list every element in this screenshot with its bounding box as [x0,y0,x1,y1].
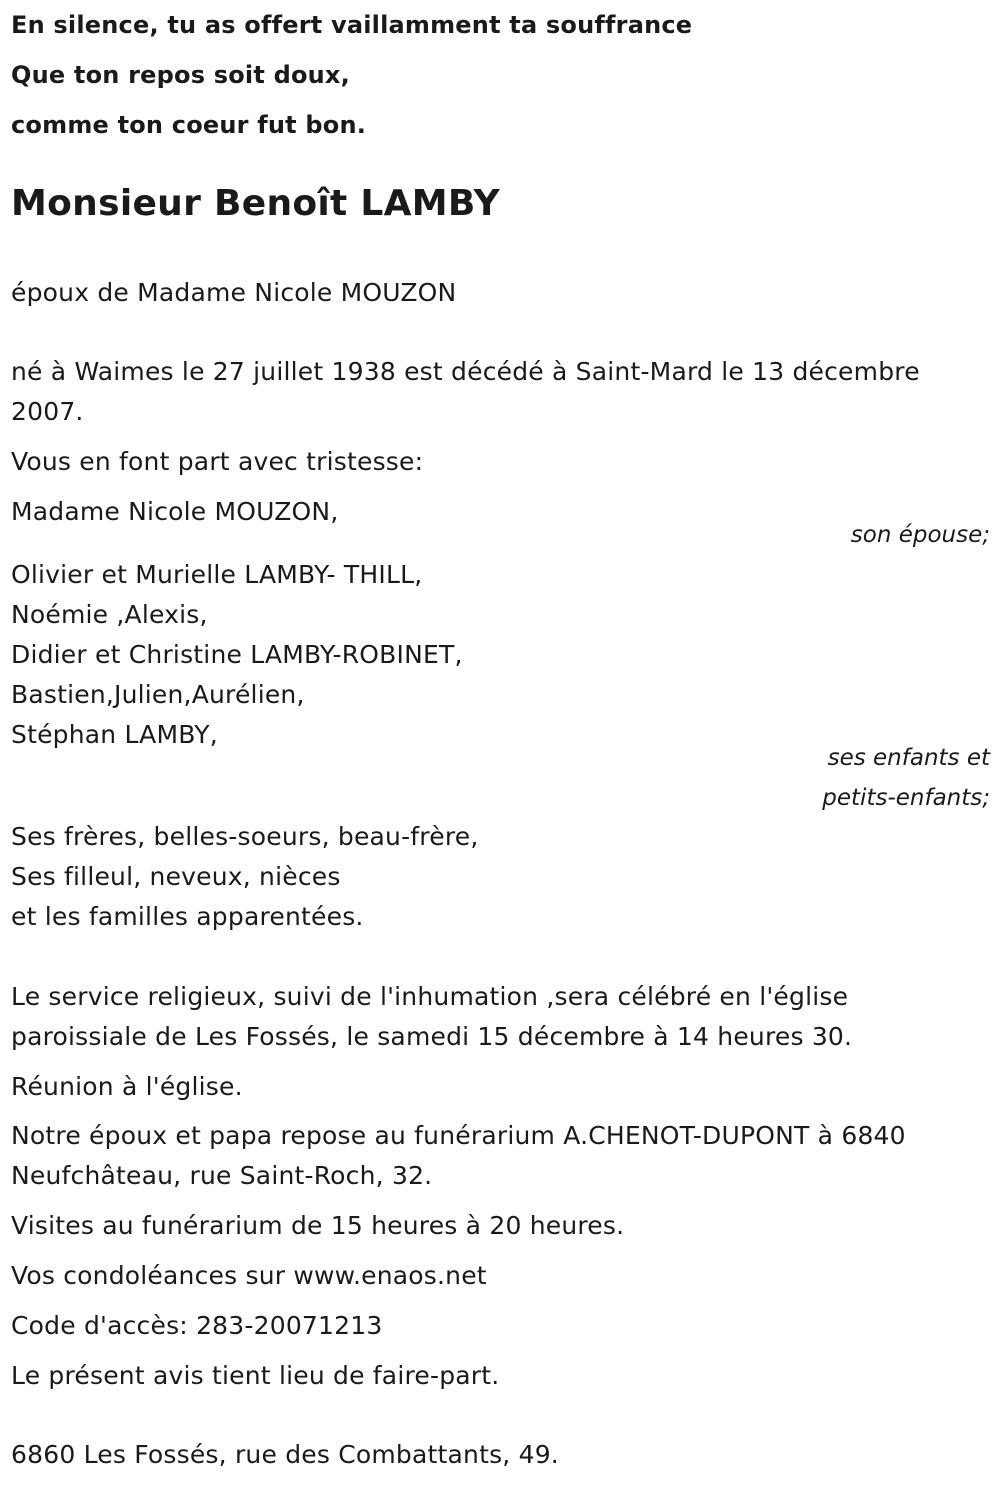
family-line-3: et les familles apparentées. [11,902,364,931]
service-line-1: Le service religieux, suivi de l'inhumation ,sera célébré en l'église [11,982,849,1011]
children-role-line-2: petits-enfants; [822,785,990,811]
spouse-name: Madame Nicole MOUZON, [11,497,339,526]
repose-line-1: Notre époux et papa repose au funérarium A.CHENOT-DUPONT à 6840 [11,1121,906,1150]
epigraph-line-3: comme ton coeur fut bon. [11,111,367,139]
child-line-5: Stéphan LAMBY, [11,720,218,749]
children-role-line-1: ses enfants et [827,745,990,771]
birth-death-line-2: 2007. [11,397,84,426]
access-code-line: Code d'accès: 283-20071213 [11,1311,383,1340]
meeting-line: Réunion à l'église. [11,1072,243,1101]
child-line-2: Noémie ,Alexis, [11,600,208,629]
birth-death-line-1: né à Waimes le 27 juillet 1938 est décédé à Saint-Mard le 13 décembre [11,357,920,386]
announce-line: Vous en font part avec tristesse: [11,447,424,476]
family-line-2: Ses filleul, neveux, nièces [11,862,341,891]
spouse-line: époux de Madame Nicole MOUZON [11,278,457,307]
family-line-1: Ses frères, belles-soeurs, beau-frère, [11,822,479,851]
epigraph-line-1: En silence, tu as offert vaillamment ta souffrance [11,11,693,39]
notice-line: Le présent avis tient lieu de faire-part. [11,1361,500,1390]
child-line-3: Didier et Christine LAMBY-ROBINET, [11,640,463,669]
child-line-1: Olivier et Murielle LAMBY- THILL, [11,560,423,589]
service-line-2: paroissiale de Les Fossés, le samedi 15 décembre à 14 heures 30. [11,1022,853,1051]
address-line: 6860 Les Fossés, rue des Combattants, 49. [11,1440,559,1469]
epigraph-line-2: Que ton repos soit doux, [11,61,350,89]
deceased-name: Monsieur Benoît LAMBY [11,183,501,224]
child-line-4: Bastien,Julien,Aurélien, [11,680,305,709]
repose-line-2: Neufchâteau, rue Saint-Roch, 32. [11,1161,433,1190]
spouse-role: son épouse; [850,522,990,548]
condolences-line: Vos condoléances sur www.enaos.net [11,1261,487,1290]
visits-line: Visites au funérarium de 15 heures à 20 heures. [11,1211,625,1240]
